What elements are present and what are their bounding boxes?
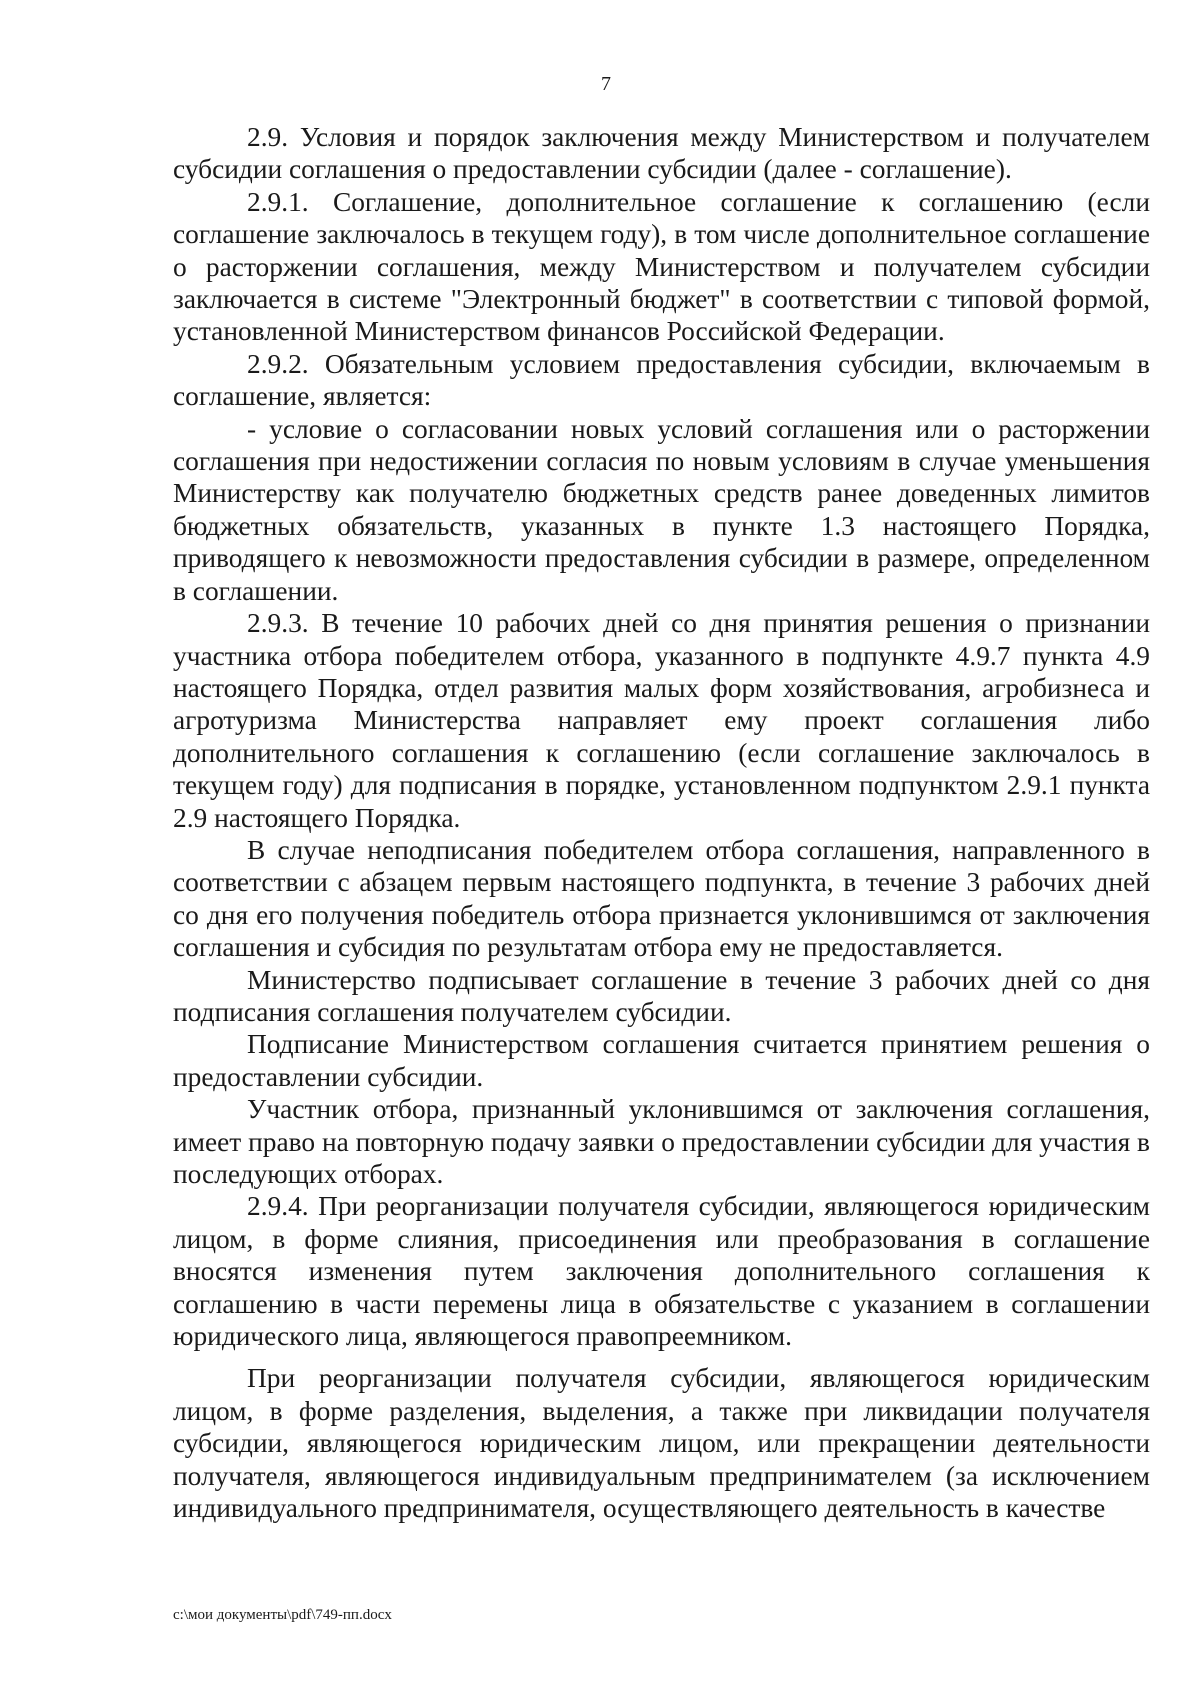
paragraph-2-9-4: 2.9.4. При реорганизации получателя субсидии, являющегося юридическим лицом, в форме слияния, присоединения или преобразования в соглашение вносятся изменения путем заключения дополнительного соглашения к соглашению в части перемены лица в обязательстве с указанием в соглашении юридического лица, являющегося правопреемником. [173,1191,1150,1352]
paragraph-2-9-1: 2.9.1. Соглашение, дополнительное соглашение к соглашению (если соглашение заключалось в текущем году), в том числе дополнительное соглашение о расторжении соглашения, между Министерством и получателем субсидии заключается в системе "Электронный бюджет" в соответствии с типовой формой, установленной Министерством финансов Российской Федерации. [173,186,1150,347]
paragraph-2-9-2: 2.9.2. Обязательным условием предоставления субсидии, включаемым в соглашение, является: [173,348,1150,412]
page-number: 7 [601,73,611,95]
file-path-footer: c:\мои документы\pdf\749-пп.docx [173,1607,392,1623]
paragraph-2-9-2-condition: - условие о согласовании новых условий соглашения или о расторжении соглашения при недостижении согласия по новым условиям в случае уменьшения Министерству как получателю бюджетных средств ранее доведенных лимитов бюджетных обязательств, указанных в пункте 1.3 настоящего Порядка, приводящего к невозможности предоставления субсидии в размере, определенном в соглашении. [173,413,1150,606]
paragraph-2-9-4-reorganization: При реорганизации получателя субсидии, являющегося юридическим лицом, в форме разделения, выделения, а также при ликвидации получателя субсидии, являющегося юридическим лицом, или прекращении деятельности получателя, являющегося индивидуальным предпринимателем (за исключением индивидуального предпринимателя, осуществляющего деятельность в качестве [173,1363,1150,1524]
paragraph-2-9-3-decision: Подписание Министерством соглашения считается принятием решения о предоставлении субсидии. [173,1029,1150,1092]
paragraph-2-9-3-right: Участник отбора, признанный уклонившимся от заключения соглашения, имеет право на повторную подачу заявки о предоставлении субсидии для участия в последующих отборах. [173,1094,1150,1189]
paragraph-2-9: 2.9. Условия и порядок заключения между Министерством и получателем субсидии соглашения о предоставлении субсидии (далее - соглашение). [173,122,1150,185]
paragraph-2-9-3-signing: Министерство подписывает соглашение в течение 3 рабочих дней со дня подписания соглашения получателем субсидии. [173,964,1150,1027]
paragraph-2-9-3: 2.9.3. В течение 10 рабочих дней со дня принятия решения о признании участника отбора победителем отбора, указанного в подпункте 4.9.7 пункта 4.9 настоящего Порядка, отдел развития малых форм хозяйствования, агробизнеса и агротуризма Министерства направляет ему проект соглашения либо дополнительного соглашения к соглашению (если соглашение заключалось в текущем году) для подписания в порядке, установленном подпунктом 2.9.1 пункта 2.9 настоящего Порядка. [173,608,1150,833]
paragraph-2-9-3-unsigned: В случае неподписания победителем отбора соглашения, направленного в соответствии с абзацем первым настоящего подпункта, в течение 3 рабочих дней со дня его получения победитель отбора признается уклонившимся от заключения соглашения и субсидия по результатам отбора ему не предоставляется. [173,834,1150,963]
document-body [173,121,1150,1524]
